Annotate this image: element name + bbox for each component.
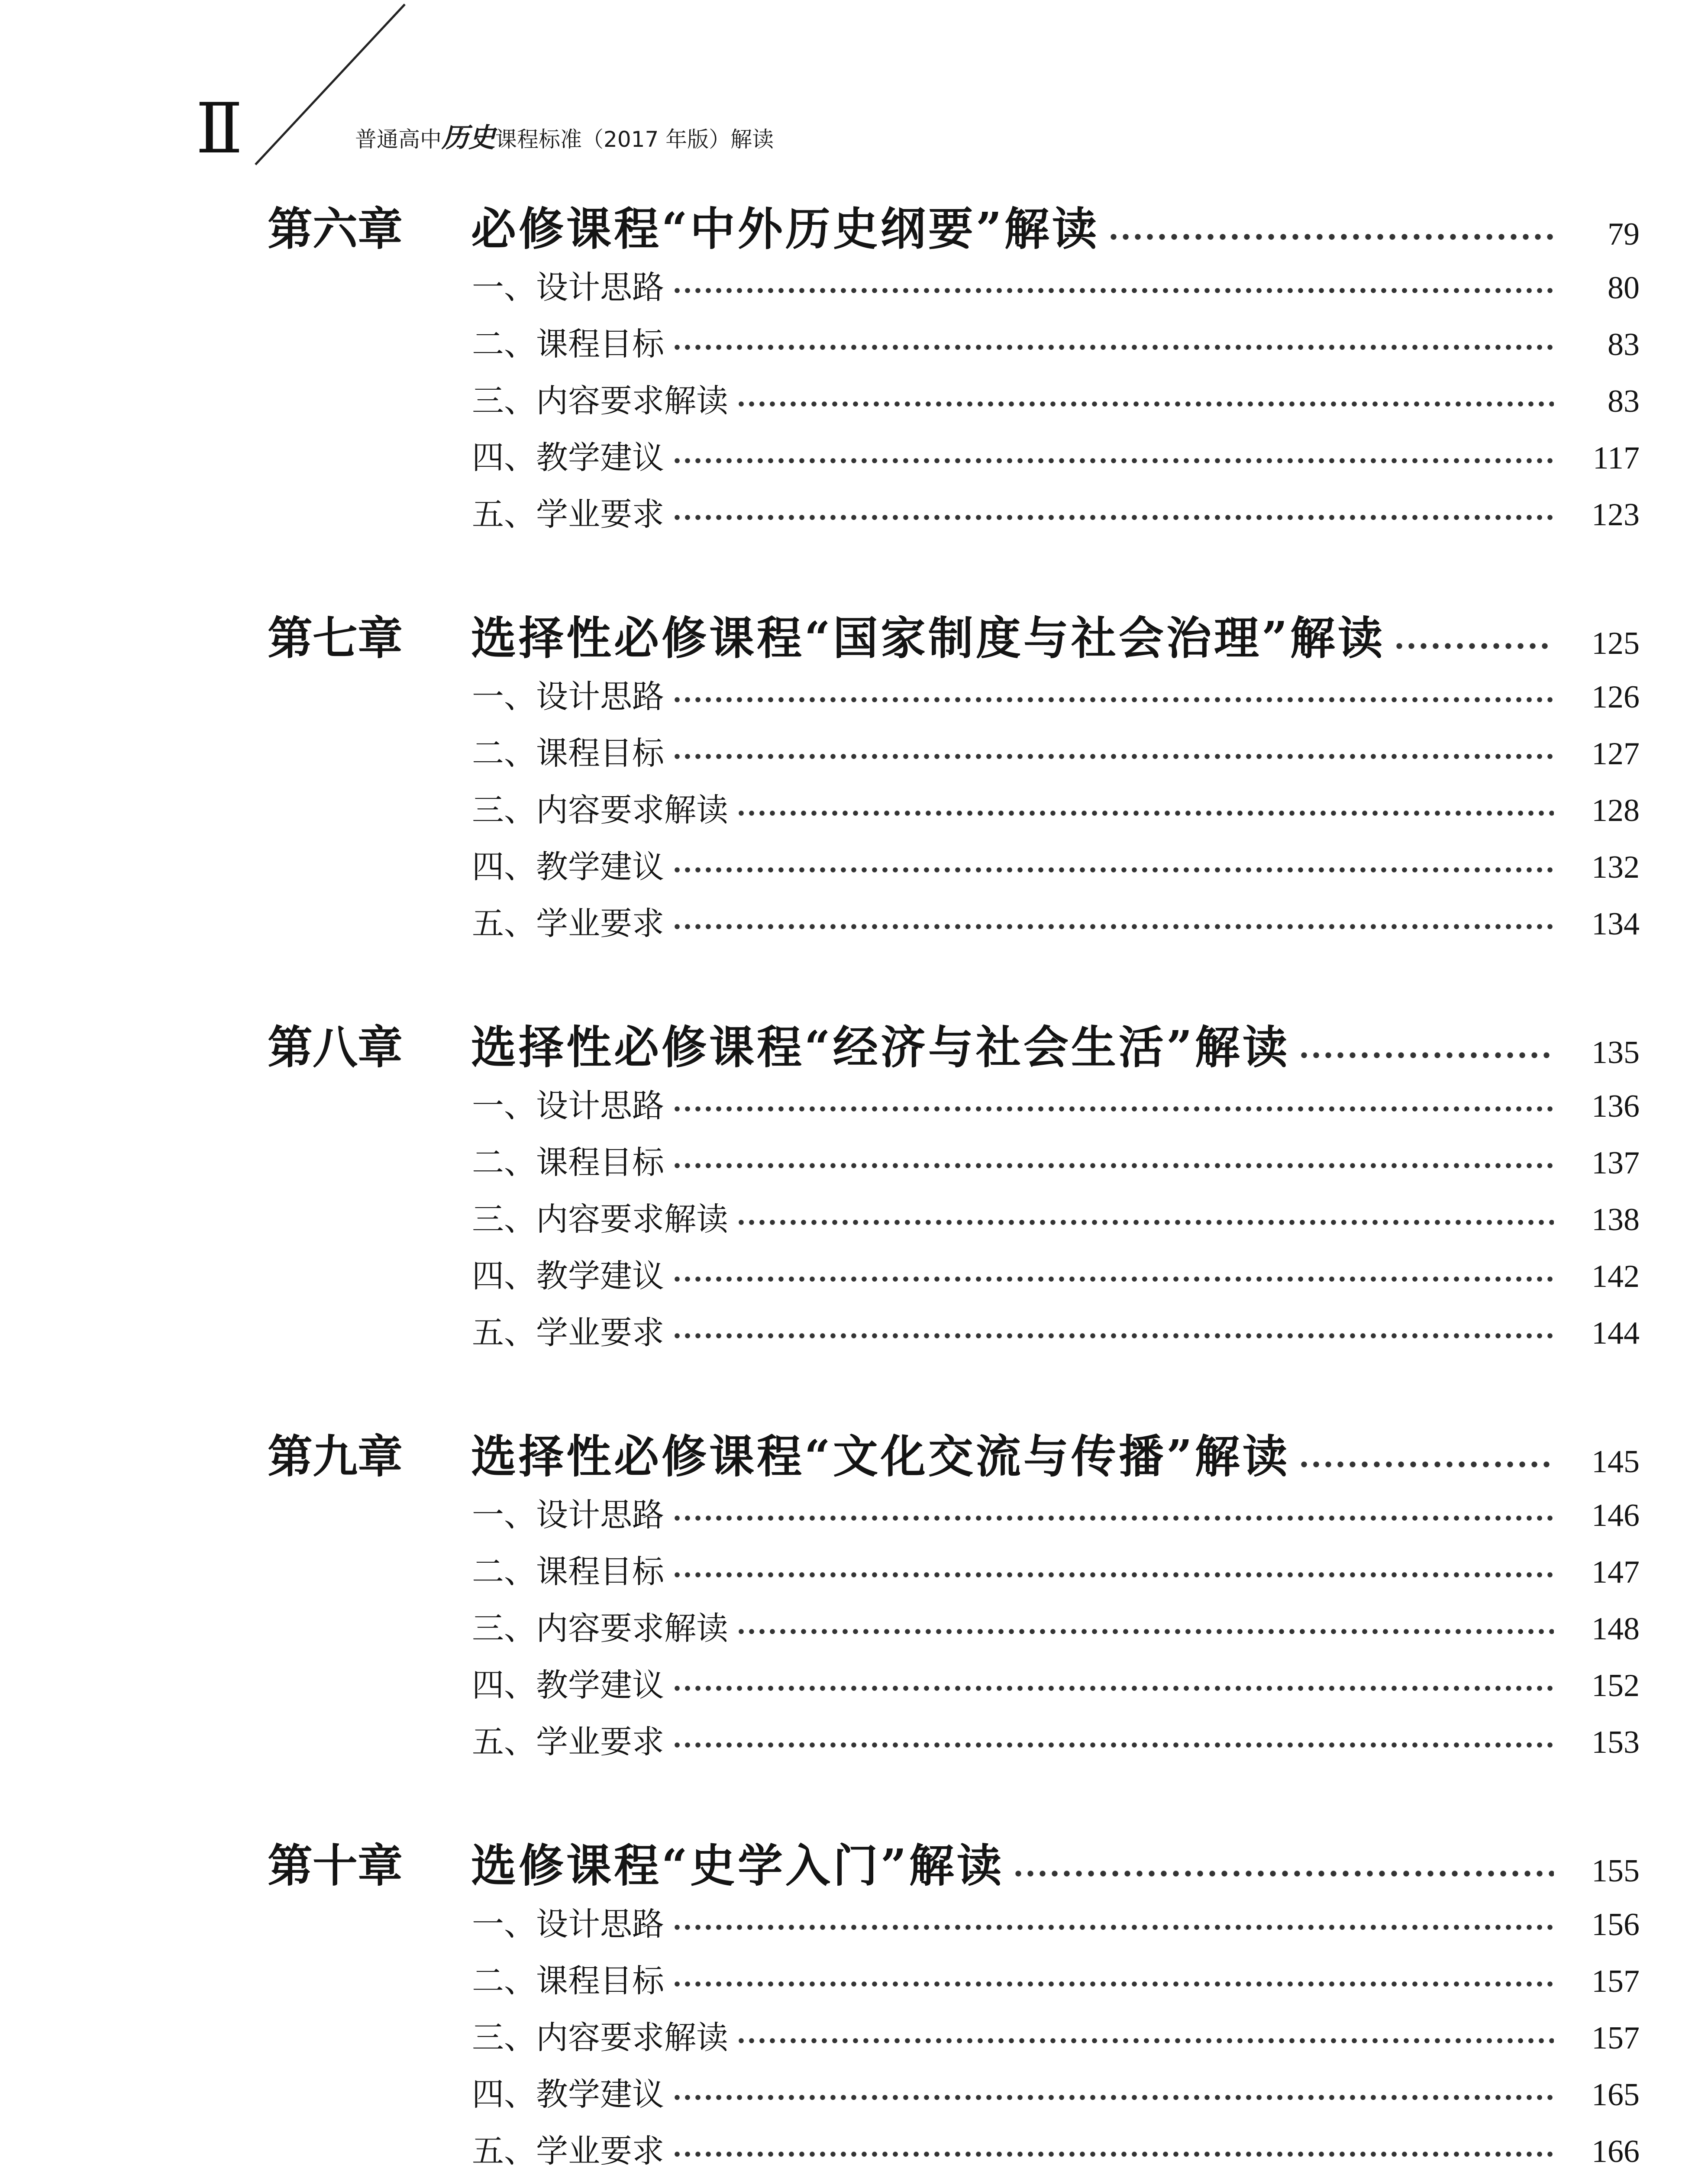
section-page-number: 148 <box>1592 1611 1640 1647</box>
chapter-number: 第八章 <box>268 1021 403 1074</box>
dot-leader <box>672 2150 1554 2159</box>
dot-leader <box>1012 1869 1554 1878</box>
dot-leader <box>672 2093 1554 2102</box>
section-page-number: 137 <box>1592 1145 1640 1181</box>
chapter-title: 选修课程“史学入门”解读 <box>471 1839 1004 1892</box>
section-title: 二、课程目标 <box>472 735 664 772</box>
section-page-number: 123 <box>1592 497 1640 533</box>
toc-chapter-9[interactable] <box>268 1420 1640 1483</box>
section-page-number: 136 <box>1592 1089 1640 1124</box>
toc-section[interactable] <box>472 489 1640 533</box>
toc-section[interactable] <box>472 1490 1640 1534</box>
section-title: 一、设计思路 <box>472 1087 664 1125</box>
section-title: 三、内容要求解读 <box>472 1610 728 1647</box>
dot-leader <box>672 866 1554 874</box>
dot-leader <box>1298 1051 1554 1060</box>
chapter-page-number: 155 <box>1592 1853 1640 1889</box>
section-page-number: 165 <box>1592 2077 1640 2113</box>
toc-section[interactable] <box>472 1546 1640 1588</box>
toc-section[interactable] <box>472 1660 1640 1704</box>
header-title-suffix: 课程标准（2017 年版）解读 <box>495 127 774 152</box>
dot-leader <box>1298 1460 1554 1469</box>
dot-leader <box>672 1684 1554 1693</box>
chapter-number: 第七章 <box>268 611 403 665</box>
section-title: 四、教学建议 <box>472 1667 664 1704</box>
dot-leader <box>672 922 1554 931</box>
dot-leader <box>736 1218 1554 1227</box>
running-header-title <box>355 122 774 153</box>
section-page-number: 152 <box>1592 1668 1640 1703</box>
dot-leader <box>672 1514 1554 1522</box>
chapter-page-number: 79 <box>1608 216 1640 252</box>
section-title: 二、课程目标 <box>472 1144 664 1181</box>
dot-leader <box>672 695 1554 704</box>
section-title: 二、课程目标 <box>472 1962 664 2000</box>
toc-section[interactable] <box>472 671 1640 713</box>
toc-section[interactable] <box>472 2012 1640 2054</box>
section-page-number: 144 <box>1592 1315 1640 1351</box>
toc-section[interactable] <box>472 1716 1640 1761</box>
section-page-number: 128 <box>1592 793 1640 828</box>
toc-section[interactable] <box>472 898 1640 940</box>
toc-chapter-7[interactable] <box>268 602 1640 665</box>
section-title: 二、课程目标 <box>472 326 664 363</box>
toc-section[interactable] <box>472 841 1640 883</box>
dot-leader <box>672 1161 1554 1170</box>
section-title: 五、学业要求 <box>472 905 664 942</box>
section-title: 一、设计思路 <box>472 1906 664 1943</box>
dot-leader <box>736 400 1554 408</box>
section-title: 五、学业要求 <box>472 2133 664 2165</box>
dot-leader <box>736 2036 1554 2045</box>
dot-leader <box>672 456 1554 465</box>
section-page-number: 134 <box>1592 906 1640 942</box>
section-title: 一、设计思路 <box>472 269 664 306</box>
dot-leader <box>672 1741 1554 1749</box>
dot-leader <box>672 1275 1554 1283</box>
toc-section[interactable] <box>472 1137 1640 1179</box>
chapter-title: 选择性必修课程“经济与社会生活”解读 <box>471 1021 1290 1074</box>
toc-section[interactable] <box>472 785 1640 829</box>
dot-leader <box>672 1105 1554 1113</box>
toc-section[interactable] <box>472 1603 1640 1645</box>
toc-section[interactable] <box>472 1899 1640 1943</box>
section-page-number: 80 <box>1608 270 1640 306</box>
chapter-page-number: 125 <box>1592 626 1640 661</box>
toc-section[interactable] <box>472 432 1640 474</box>
chapter-title: 选择性必修课程“文化交流与传播”解读 <box>471 1430 1290 1483</box>
section-title: 五、学业要求 <box>472 496 664 533</box>
section-page-number: 83 <box>1608 384 1640 419</box>
toc-section[interactable] <box>472 1194 1640 1238</box>
section-title: 四、教学建议 <box>472 2076 664 2113</box>
section-title: 一、设计思路 <box>472 678 664 715</box>
toc-chapter-10[interactable] <box>268 1829 1640 1892</box>
toc-section[interactable] <box>472 1080 1640 1125</box>
toc-section[interactable] <box>472 1955 1640 2000</box>
toc-section[interactable] <box>472 728 1640 772</box>
toc-section[interactable] <box>472 2069 1640 2113</box>
section-title: 四、教学建议 <box>472 1257 664 1295</box>
section-title: 五、学业要求 <box>472 1723 664 1761</box>
section-title: 三、内容要求解读 <box>472 2019 728 2056</box>
chapter-page-number: 135 <box>1592 1035 1640 1070</box>
section-page-number: 166 <box>1592 2134 1640 2165</box>
toc-section[interactable] <box>472 2126 1640 2165</box>
toc-chapter-6[interactable] <box>268 193 1640 255</box>
section-page-number: 127 <box>1592 736 1640 772</box>
section-title: 三、内容要求解读 <box>472 1201 728 1238</box>
chapter-title: 必修课程“中外历史纲要”解读 <box>471 202 1100 255</box>
chapter-number: 第十章 <box>268 1839 403 1892</box>
toc-section[interactable] <box>472 262 1640 304</box>
section-page-number: 117 <box>1592 440 1640 476</box>
chapter-title: 选择性必修课程“国家制度与社会治理”解读 <box>471 611 1385 665</box>
section-page-number: 153 <box>1592 1725 1640 1760</box>
toc-section[interactable] <box>472 1251 1640 1295</box>
section-page-number: 157 <box>1592 2020 1640 2056</box>
dot-leader <box>672 343 1554 352</box>
section-title: 四、教学建议 <box>472 439 664 476</box>
page-number-roman: Ⅱ <box>196 90 243 168</box>
section-page-number: 147 <box>1592 1554 1640 1590</box>
toc-chapter-8[interactable] <box>268 1011 1640 1074</box>
dot-leader <box>672 1923 1554 1932</box>
dot-leader <box>672 1331 1554 1340</box>
dot-leader <box>672 513 1554 522</box>
section-title: 二、课程目标 <box>472 1553 664 1590</box>
chapter-page-number: 145 <box>1592 1444 1640 1480</box>
toc-section[interactable] <box>472 375 1640 420</box>
section-page-number: 156 <box>1592 1907 1640 1942</box>
chapter-number: 第九章 <box>268 1430 403 1483</box>
dot-leader <box>672 752 1554 761</box>
section-title: 四、教学建议 <box>472 848 664 885</box>
section-page-number: 126 <box>1592 679 1640 715</box>
header-slash-decoration <box>0 0 1708 182</box>
dot-leader <box>672 1570 1554 1579</box>
toc-section[interactable] <box>472 319 1640 363</box>
section-title: 五、学业要求 <box>472 1314 664 1351</box>
section-page-number: 138 <box>1592 1202 1640 1238</box>
section-page-number: 157 <box>1592 1964 1640 1999</box>
dot-leader <box>1107 233 1554 241</box>
dot-leader <box>672 1980 1554 1988</box>
dot-leader <box>672 286 1554 295</box>
section-page-number: 142 <box>1592 1259 1640 1294</box>
header-title-emphasis: 历史 <box>442 122 496 153</box>
dot-leader <box>736 1627 1554 1636</box>
section-page-number: 83 <box>1608 327 1640 362</box>
chapter-number: 第六章 <box>268 202 403 255</box>
section-title: 三、内容要求解读 <box>472 382 728 420</box>
toc-section[interactable] <box>472 1307 1640 1349</box>
section-page-number: 146 <box>1592 1498 1640 1533</box>
dot-leader <box>1393 642 1554 650</box>
section-title: 三、内容要求解读 <box>472 792 728 829</box>
dot-leader <box>736 809 1554 818</box>
section-page-number: 132 <box>1592 850 1640 885</box>
section-title: 一、设计思路 <box>472 1496 664 1534</box>
header-title-prefix: 普通高中 <box>355 127 442 152</box>
